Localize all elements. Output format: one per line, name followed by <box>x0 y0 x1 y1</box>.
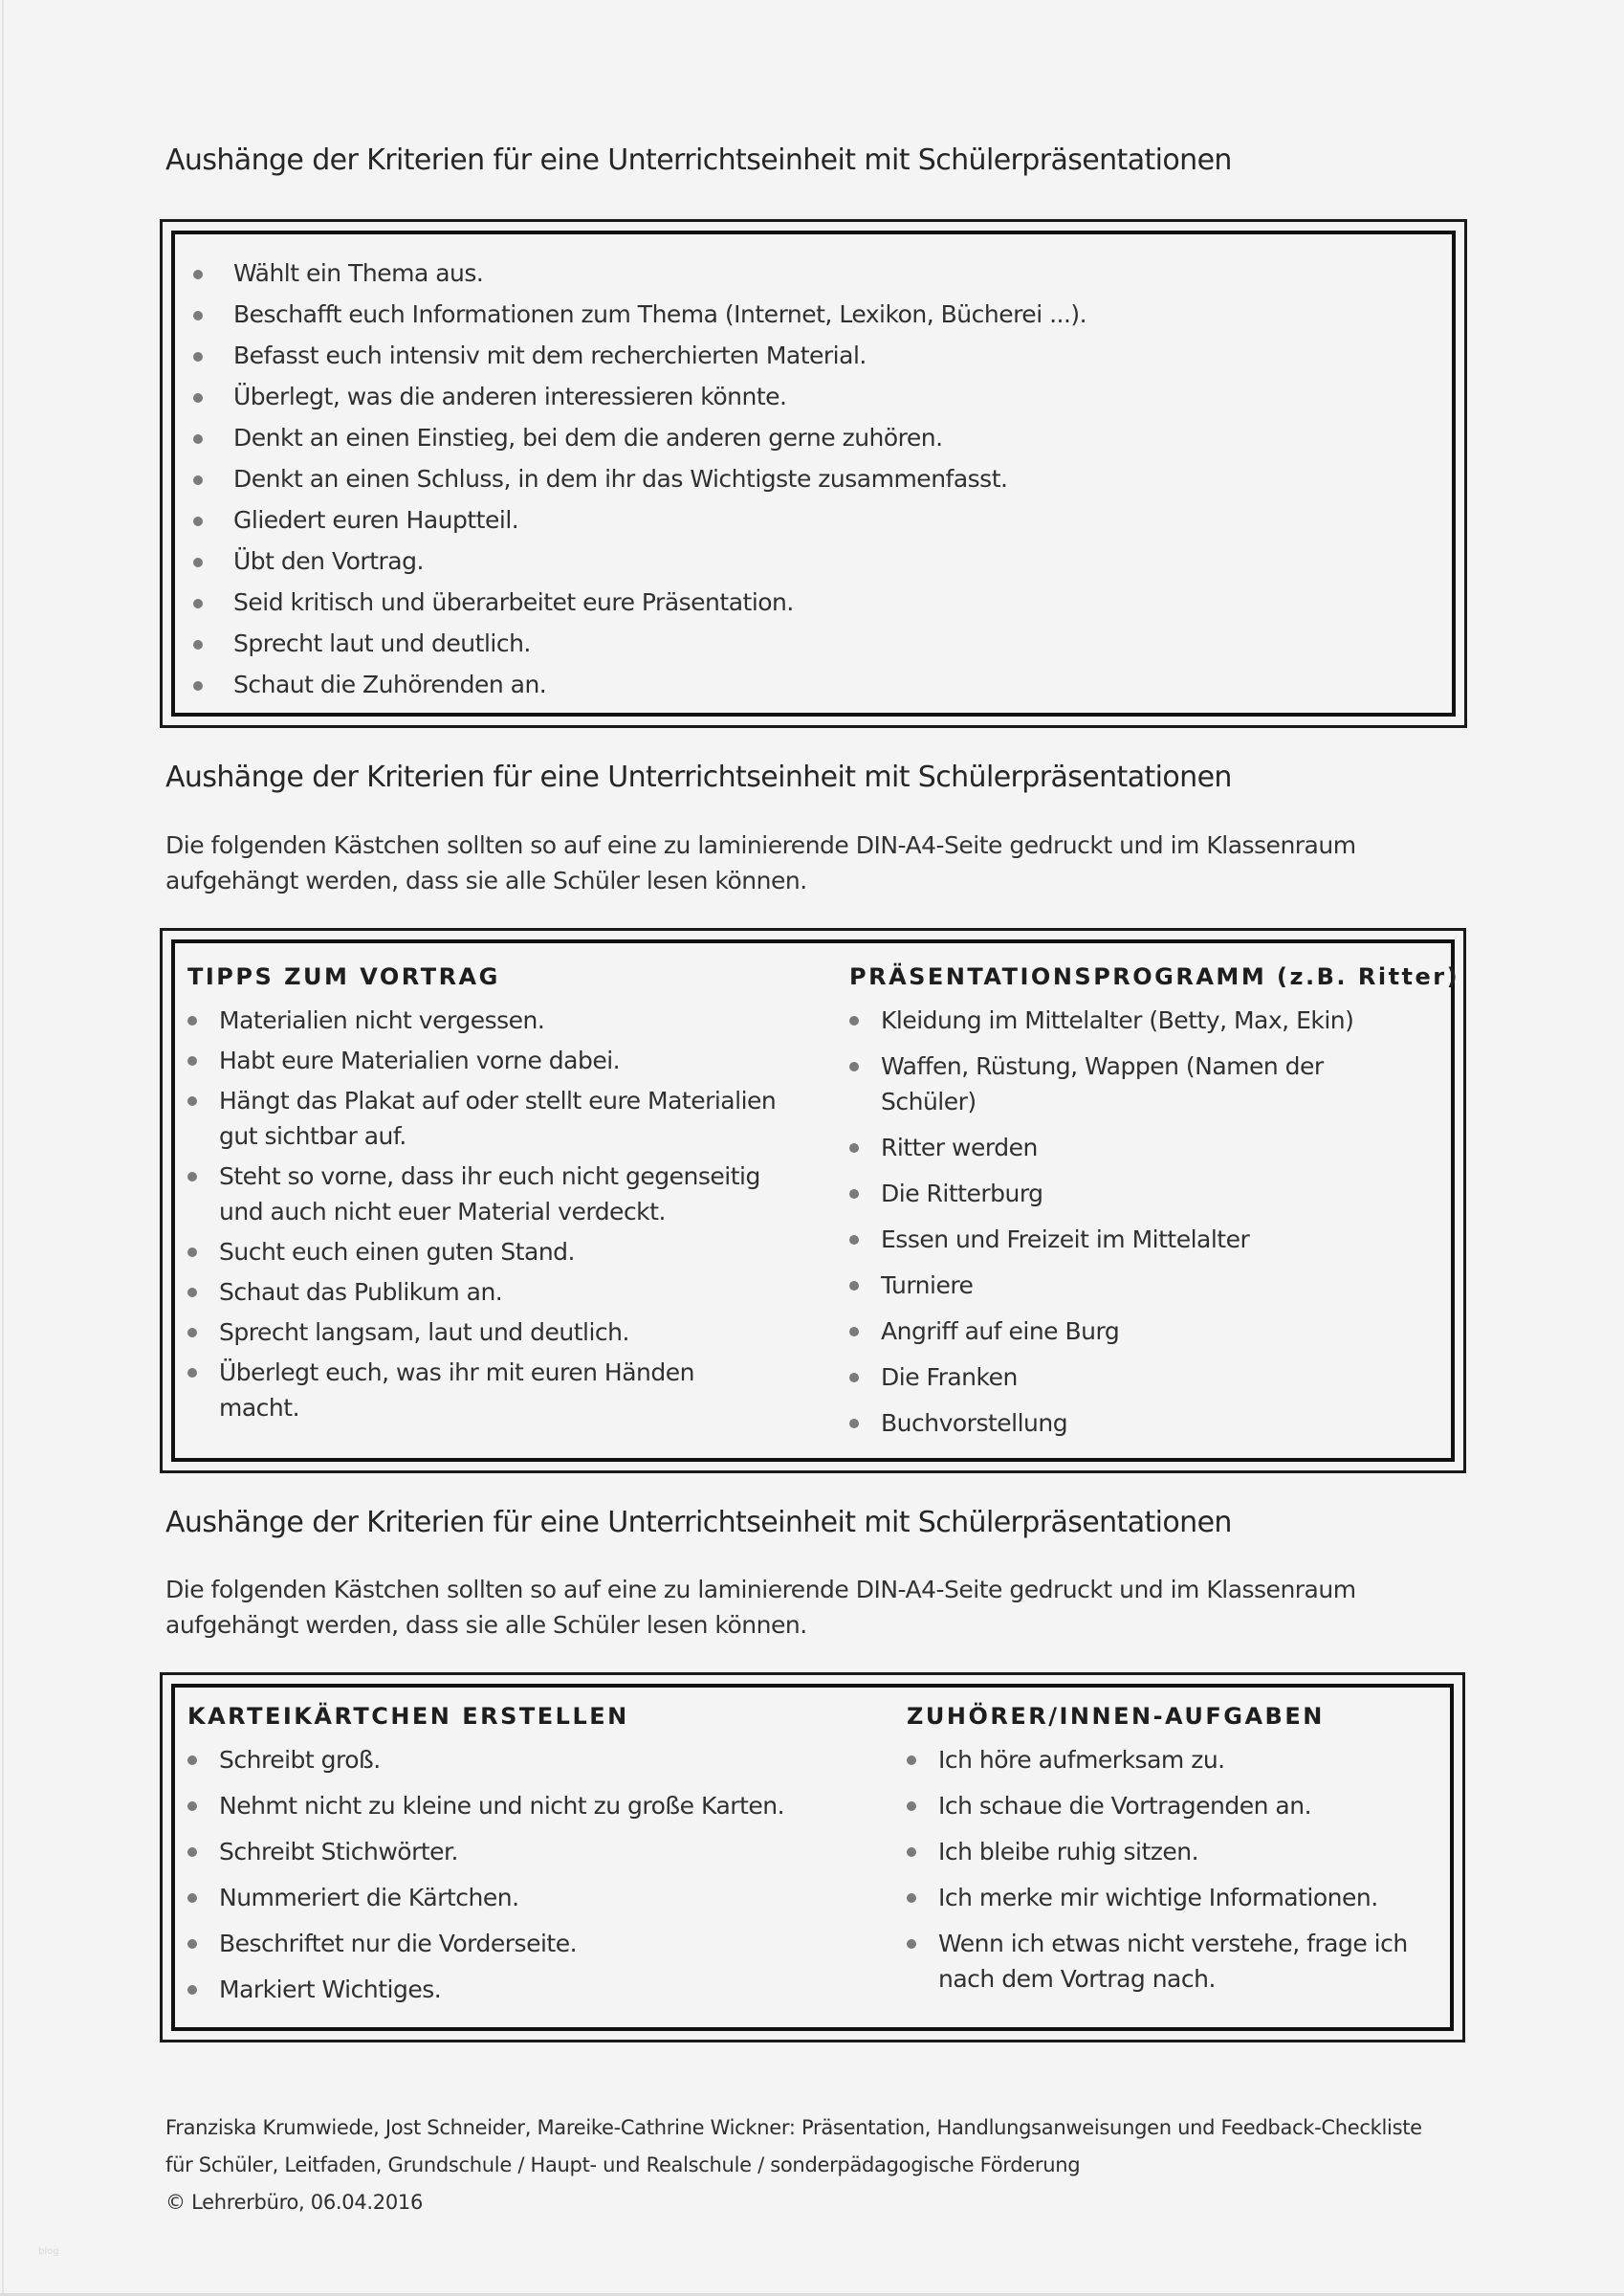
bullet-icon <box>187 1801 197 1811</box>
section-2-heading: Aushänge der Kriterien für eine Unterrichtseinheit mit Schülerpräsentationen <box>165 761 1232 794</box>
tips-program-box-inner <box>171 939 1460 1462</box>
list-item: Sucht euch einen guten Stand. <box>187 1234 819 1269</box>
section-3-intro: Die folgenden Kästchen sollten so auf eine zu laminierende DIN-A4-Seite gedruckt und im Klassenraum aufgehängt werden, dass sie alle Schüler lesen können. <box>165 1576 1356 1639</box>
bullet-icon <box>193 640 203 650</box>
list-item: Ich höre aufmerksam zu. <box>907 1742 1442 1777</box>
list-item: Seid kritisch und überarbeitet eure Präsentation. <box>193 588 1437 629</box>
tips-column <box>187 962 819 1430</box>
list-item: Die Ritterburg <box>849 1176 1442 1211</box>
list-item: Ich schaue die Vortragenden an. <box>907 1788 1442 1823</box>
list-item: Markiert Wichtiges. <box>187 1972 895 2007</box>
list-item: Habt eure Materialien vorne dabei. <box>187 1043 819 1078</box>
list-item: Schreibt Stichwörter. <box>187 1834 895 1869</box>
bullet-icon <box>187 1288 197 1297</box>
listeners-column <box>907 1702 1442 2007</box>
list-item: Die Franken <box>849 1359 1442 1395</box>
bullet-icon <box>187 1755 197 1765</box>
list-item: Essen und Freizeit im Mittelalter <box>849 1222 1442 1257</box>
bullet-icon <box>907 1847 916 1857</box>
list-item: Hängt das Plakat auf oder stellt eure Materialien gut sichtbar auf. <box>187 1083 800 1154</box>
bullet-icon <box>193 434 203 444</box>
cards-list <box>187 1742 895 2007</box>
bullet-icon <box>193 558 203 567</box>
cards-listeners-box <box>160 1672 1465 2042</box>
bullet-icon <box>849 1373 859 1382</box>
copyright-line: © Lehrerbüro, 06.04.2016 <box>165 2191 424 2214</box>
list-item: Schaut die Zuhörenden an. <box>193 671 1437 712</box>
section-3-heading: Aushänge der Kriterien für eine Unterrichtseinheit mit Schülerpräsentationen <box>165 1506 1232 1539</box>
list-item: Beschafft euch Informationen zum Thema (Internet, Lexikon, Bücherei ...). <box>193 300 1437 342</box>
bullet-icon <box>193 352 203 362</box>
list-item: Materialien nicht vergessen. <box>187 1003 819 1038</box>
bullet-icon <box>193 311 203 320</box>
list-item: Befasst euch intensiv mit dem recherchierten Material. <box>193 342 1437 383</box>
bullet-icon <box>187 1096 197 1106</box>
list-item: Ich bleibe ruhig sitzen. <box>907 1834 1442 1869</box>
cards-column <box>187 1702 895 2018</box>
bullet-icon <box>193 270 203 279</box>
list-item: Steht so vorne, dass ihr euch nicht gegenseitig und auch nicht euer Material verdeckt. <box>187 1159 800 1229</box>
bullet-icon <box>187 1847 197 1857</box>
section-1-heading: Aushänge der Kriterien für eine Unterrichtseinheit mit Schülerpräsentationen <box>165 144 1232 177</box>
bullet-icon <box>849 1143 859 1153</box>
list-item: Wählt ein Thema aus. <box>193 259 1437 300</box>
bullet-icon <box>193 475 203 485</box>
section-2-intro: Die folgenden Kästchen sollten so auf eine zu laminierende DIN-A4-Seite gedruckt und im Klassenraum aufgehängt werden, dass sie alle Schüler lesen können. <box>165 831 1356 894</box>
tips-program-box <box>160 928 1466 1473</box>
bullet-icon <box>193 681 203 691</box>
bullet-icon <box>907 1755 916 1765</box>
list-item: Buchvorstellung <box>849 1405 1442 1441</box>
bullet-icon <box>187 1328 197 1337</box>
bullet-icon <box>907 1801 916 1811</box>
list-item: Beschriftet nur die Vorderseite. <box>187 1926 895 1961</box>
list-item: Ritter werden <box>849 1130 1442 1165</box>
bullet-icon <box>849 1235 859 1245</box>
bullet-icon <box>849 1062 859 1071</box>
bullet-icon <box>187 1939 197 1949</box>
watermark: blog <box>38 2246 59 2257</box>
list-item: Schreibt groß. <box>187 1742 895 1777</box>
bullet-icon <box>187 1016 197 1026</box>
bullet-icon <box>187 1368 197 1378</box>
list-item: Denkt an einen Einstieg, bei dem die anderen gerne zuhören. <box>193 424 1437 465</box>
bullet-icon <box>193 517 203 526</box>
criteria-box <box>160 219 1467 728</box>
list-item: Sprecht laut und deutlich. <box>193 629 1437 671</box>
bullet-icon <box>187 1247 197 1257</box>
column-title: KARTEIKÄRTCHEN ERSTELLEN <box>187 1703 629 1730</box>
list-item: Denkt an einen Schluss, in dem ihr das Wichtigste zusammenfasst. <box>193 465 1437 506</box>
list-item: Angriff auf eine Burg <box>849 1314 1442 1349</box>
column-title: ZUHÖRER/INNEN-AUFGABEN <box>907 1703 1325 1730</box>
bullet-icon <box>187 1056 197 1066</box>
list-item: Kleidung im Mittelalter (Betty, Max, Ekin) <box>849 1003 1442 1038</box>
list-item: Übt den Vortrag. <box>193 547 1437 588</box>
list-item: Sprecht langsam, laut und deutlich. <box>187 1314 819 1350</box>
list-item: Turniere <box>849 1268 1442 1303</box>
tips-list <box>187 1003 819 1425</box>
list-item: Überlegt, was die anderen interessieren könnte. <box>193 383 1437 424</box>
list-item: Schaut das Publikum an. <box>187 1274 819 1310</box>
column-title: PRÄSENTATIONSPROGRAMM (z.B. Ritter) <box>849 963 1460 990</box>
criteria-list <box>193 259 1437 712</box>
bullet-icon <box>849 1189 859 1199</box>
bullet-icon <box>849 1327 859 1336</box>
bullet-icon <box>187 1172 197 1181</box>
citation-footer <box>165 2109 1422 2221</box>
program-column <box>849 962 1460 1451</box>
list-item: Nummeriert die Kärtchen. <box>187 1880 895 1915</box>
bullet-icon <box>849 1016 859 1026</box>
listeners-list <box>907 1742 1442 1997</box>
list-item: Gliedert euren Hauptteil. <box>193 506 1437 547</box>
bullet-icon <box>187 1985 197 1995</box>
bullet-icon <box>907 1939 916 1949</box>
column-title: TIPPS ZUM VORTRAG <box>187 963 500 990</box>
criteria-box-inner <box>171 231 1456 717</box>
page-edge <box>2 0 4 2296</box>
bullet-icon <box>849 1281 859 1291</box>
list-item: Waffen, Rüstung, Wappen (Namen der Schüler) <box>849 1049 1385 1119</box>
citation-line-1: Franziska Krumwiede, Jost Schneider, Mareike-Cathrine Wickner: Präsentation, Handlungsanweisungen und Feedback-Checkliste <box>165 2116 1422 2139</box>
bullet-icon <box>193 599 203 608</box>
bullet-icon <box>187 1893 197 1903</box>
bullet-icon <box>849 1419 859 1428</box>
bullet-icon <box>193 393 203 403</box>
program-list <box>849 1003 1442 1441</box>
list-item: Ich merke mir wichtige Informationen. <box>907 1880 1442 1915</box>
bullet-icon <box>907 1893 916 1903</box>
list-item: Nehmt nicht zu kleine und nicht zu große Karten. <box>187 1788 895 1823</box>
cards-listeners-box-inner <box>171 1684 1454 2031</box>
list-item: Wenn ich etwas nicht verstehe, frage ich nach dem Vortrag nach. <box>907 1926 1414 1997</box>
citation-line-2: für Schüler, Leitfaden, Grundschule / Haupt- und Realschule / sonderpädagogische Förderung <box>165 2153 1081 2176</box>
list-item: Überlegt euch, was ihr mit euren Händen macht. <box>187 1355 761 1425</box>
